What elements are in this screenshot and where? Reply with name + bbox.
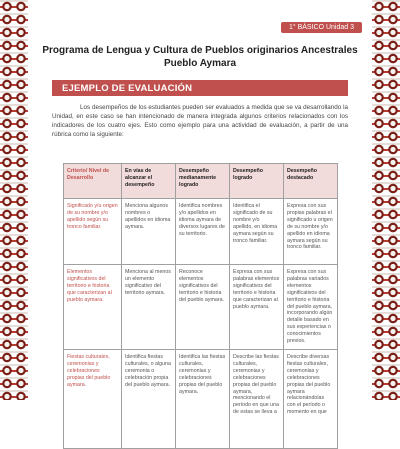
table-header-cell: En vías de alcanzar el desempeño <box>122 164 176 199</box>
table-cell: Reconoce elementos significativos del territorio e historia del pueblo aymara. <box>176 265 230 350</box>
table-row <box>64 199 338 265</box>
rubric-table-container <box>63 163 337 416</box>
table-cell: Identifica fiestas culturales, o alguna ceremonia o celebración propia del pueblo aymara. <box>122 349 176 448</box>
title-line-2: Pueblo Aymara <box>163 58 237 69</box>
table-header-cell: Desempeño logrado <box>230 164 284 199</box>
page-title <box>40 44 360 70</box>
decorative-border-right <box>372 0 400 400</box>
rubric-table <box>63 163 338 449</box>
table-header-row <box>64 164 338 199</box>
table-cell: Fiestas culturales, ceremonias y celebraciones propias del pueblo aymara. <box>64 349 122 448</box>
intro-paragraph <box>52 103 348 139</box>
table-cell: Elementos significativos del territorio e historia que caracterizan al pueblo aymara. <box>64 265 122 350</box>
unit-badge: 1° BÁSICO Unidad 3 <box>281 22 362 33</box>
table-row <box>64 265 338 350</box>
table-header-cell: Desempeño medianamente logrado <box>176 164 230 199</box>
table-cell: Significado y/u origen de su nombre y/o apellido según su tronco familiar. <box>64 199 122 265</box>
table-cell: Describe las fiestas culturales, ceremonias y celebraciones propias del pueblo aymara, mencionando el período en que una de estas se lleva a <box>230 349 284 448</box>
table-header-cell: Desempeño destacado <box>284 164 338 199</box>
table-cell: Identifica el significado de su nombre y/o apellido, en idioma aymara según su tronco familiar. <box>230 199 284 265</box>
table-cell: Expresa con sus propias palabras el significado u origen de su nombre y/o apellido en idioma aymara según su tronco familiar. <box>284 199 338 265</box>
table-cell: Describe diversas fiestas culturales, ceremonias y celebraciones propias del pueblo aymara relacionándolas con el período o momento en que <box>284 349 338 448</box>
section-header: EJEMPLO DE EVALUACIÓN <box>52 80 348 96</box>
decorative-border-left <box>0 0 28 400</box>
table-header-cell: Criterio/ Nivel de Desarrollo <box>64 164 122 199</box>
table-row <box>64 349 338 448</box>
title-line-1: Programa de Lengua y Cultura de Pueblos originarios Ancestrales <box>42 45 358 56</box>
table-cell: Identifica las fiestas culturales, ceremonias y celebraciones propias del pueblo aymara. <box>176 349 230 448</box>
table-cell: Menciona al menos un elemento significativo del territorio aymara. <box>122 265 176 350</box>
intro-text: Los desempeños de los estudiantes pueden ser evaluados a medida que se va desarrollando la Unidad, en este caso se han intencionado de manera integrada algunos criterios relacionados con los indicadores de los cuatro ejes. Esto como ejemplo para una actividad de evaluación, a partir de una rúbrica como la siguiente: <box>52 104 348 138</box>
table-cell: Menciona algunos nombres o apellidos en idioma aymara. <box>122 199 176 265</box>
table-cell: Identifica nombres y/o apellidos en idioma aymara de diversos lugares de su territorio. <box>176 199 230 265</box>
table-cell: Expresa con sus palabras variados elementos significativos del territorio e historia del pueblo aymara, incorporando algún detalle basado en sus experiencias o conocimientos previos. <box>284 265 338 350</box>
table-cell: Expresa con sus palabras elementos significativos del territorio e historia que caracterizan al pueblo aymara. <box>230 265 284 350</box>
